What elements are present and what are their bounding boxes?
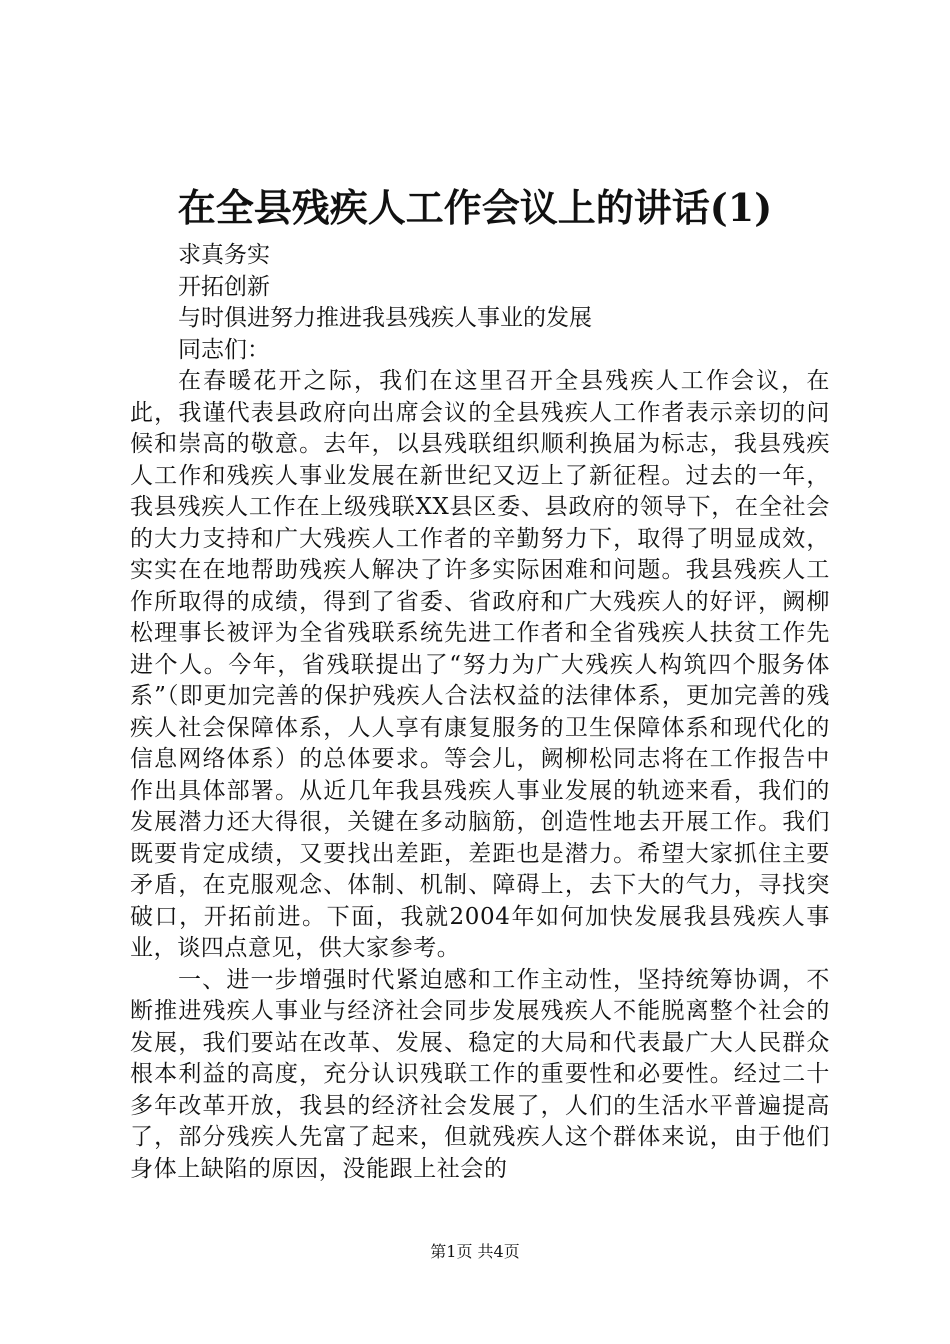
paragraph-2: 一、进一步增强时代紧迫感和工作主动性，坚持统筹协调，不断推进残疾人事业与经济社会同步发展残疾人不能脱离整个社会的发展，我们要站在改革、发展、稳定的大局和代表最广大人民群众根本利益的高度，充分认识残联工作的重要性和必要性。经过二十多年改革开放，我县的经济社会发展了，人们的生活水平普遍提高了，部分残疾人先富了起来，但就残疾人这个群体来说，由于他们身体上缺陷的原因，没能跟上社会的 (130, 966, 830, 1182)
slogan-line-1: 求真务实 (178, 242, 270, 268)
document-title: 在全县残疾人工作会议上的讲话(1) (177, 185, 773, 230)
page-footer: 第1页 共4页 (430, 1242, 520, 1261)
paragraph-1: 在春暖花开之际，我们在这里召开全县残疾人工作会议，在此，我谨代表县政府向出席会议的全县残疾人工作者表示亲切的问候和崇高的敬意。去年，以县残联组织顺利换届为标志，我县残疾人工作和残疾人事业发展在新世纪又迈上了新征程。过去的一年，我县残疾人工作在上级残联XX县区委、县政府的领导下，在全社会的大力支持和广大残疾人工作者的辛勤努力下，取得了明显成效，实实在在地帮助残疾人解决了许多实际困难和问题。我县残疾人工作所取得的成绩，得到了省委、省政府和广大残疾人的好评，阙柳松理事长被评为全省残联系统先进工作者和全省残疾人扶贫工作先进个人。今年，省残联提出了“努力为广大残疾人构筑四个服务体系”（即更加完善的保护残疾人合法权益的法律体系，更加完善的残疾人社会保障体系，人人享有康复服务的卫生保障体系和现代化的信息网络体系）的总体要求。等会儿，阙柳松同志将在工作报告中作出具体部署。从近几年我县残疾人事业发展的轨迹来看，我们的发展潜力还大得很，关键在多动脑筋，创造性地去开展工作。我们既要肯定成绩，又要找出差距，差距也是潜力。希望大家抓住主要矛盾，在克服观念、体制、机制、障碍上，去下大的气力，寻找突破口，开拓前进。下面，我就2004年如何加快发展我县残疾人事业，谈四点意见，供大家参考。 (130, 368, 830, 961)
subtitle-line: 与时俱进努力推进我县残疾人事业的发展 (178, 305, 592, 331)
slogan-line-2: 开拓创新 (178, 273, 270, 300)
salutation: 同志们： (178, 336, 270, 363)
document-body (130, 240, 830, 1185)
